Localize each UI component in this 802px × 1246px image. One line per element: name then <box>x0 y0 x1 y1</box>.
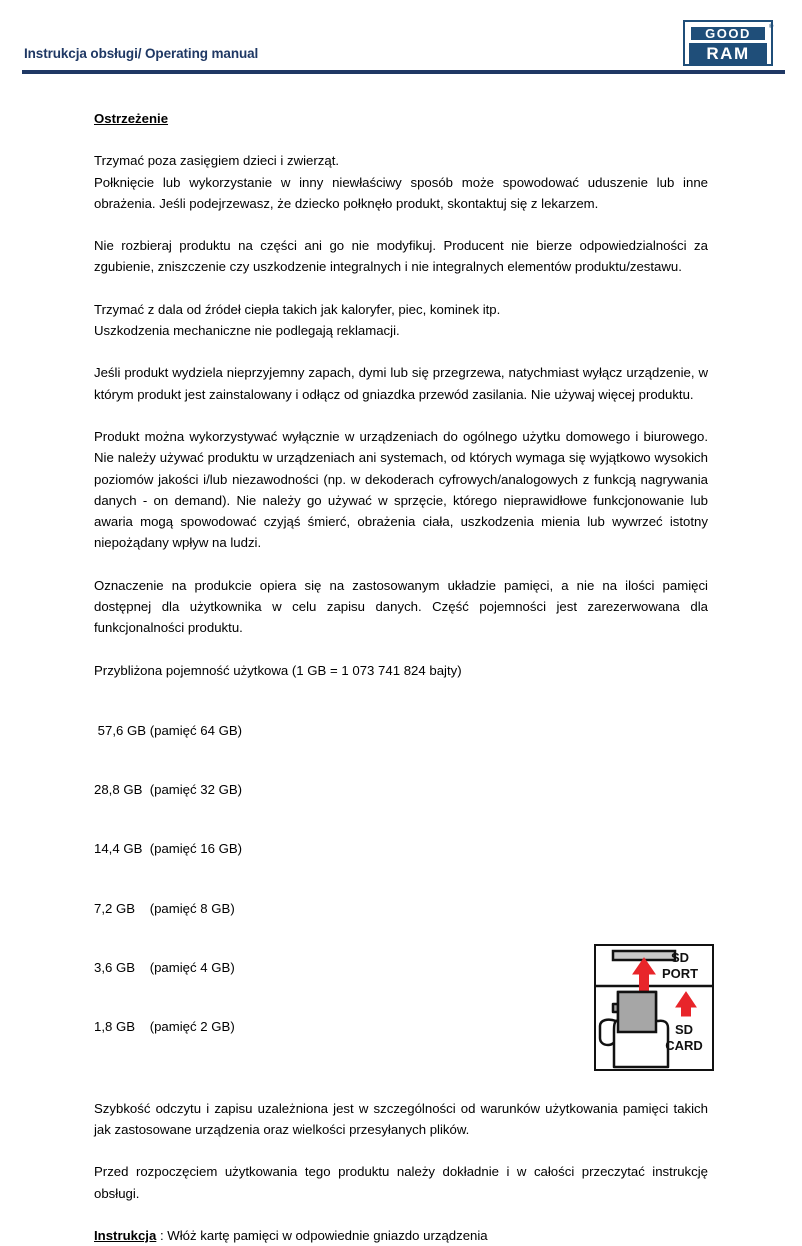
goodram-logo <box>683 20 773 66</box>
sd-card-insertion-illustration <box>594 944 714 1071</box>
paragraph-capacity-notice: Oznaczenie na produkcie opiera się na zastosowanym układzie pamięci, a nie na ilości pamięci dostępnej dla użytkownika w celu zapisu danych. Część pojemności jest zarezerwowana dla funkcjonalności produktu. <box>94 577 708 636</box>
logo-text-good: GOOD <box>689 25 767 42</box>
sd-card-label-line2: CARD <box>665 1038 703 1053</box>
sd-illustration-svg <box>596 946 712 1069</box>
capacity-row: 1,8 GB (pamięć 2 GB) <box>94 1019 235 1035</box>
paragraph-do-not-disassemble: Nie rozbieraj produktu na części ani go nie modyfikuj. Producent nie bierze odpowiedzialności za zgubienie, zniszczenie czy uszkodzenie integralnych i nie integralnych elementów produktu/zestawu. <box>94 238 708 275</box>
document-body <box>94 108 708 1246</box>
capacity-intro: Przybliżona pojemność użytkowa (1 GB = 1 073 741 824 bajty) <box>94 662 462 678</box>
capacity-row: 3,6 GB (pamięć 4 GB) <box>94 960 235 976</box>
page-header <box>0 0 802 80</box>
logo-text-ram: RAM <box>689 43 767 64</box>
spacer <box>94 1077 708 1098</box>
instruction-text: : Włóż kartę pamięci w odpowiednie gniazdo urządzenia <box>156 1228 488 1244</box>
paragraph-swallowing: Połknięcie lub wykorzystanie w inny niewłaściwy sposób może spowodować uduszenie lub inne obrażenia. Jeśli podejrzewasz, że dziecko połknęło produkt, skontaktuj się z lekarzem. <box>94 174 708 211</box>
paragraph-mechanical-damage: Uszkodzenia mechaniczne nie podlegają reklamacji. <box>94 323 400 339</box>
capacity-row: 57,6 GB (pamięć 64 GB) <box>94 722 243 738</box>
sd-port-label-line2: PORT <box>661 966 699 981</box>
spacer <box>94 129 708 150</box>
header-divider <box>22 70 785 74</box>
capacity-row: 14,4 GB (pamięć 16 GB) <box>94 841 243 857</box>
spacer <box>94 341 708 362</box>
paragraph-intended-use: Produkt można wykorzystywać wyłącznie w urządzeniach do ogólnego użytku domowego i biurowego. Nie należy używać produktu w urządzeniach ani systemach, od których wymaga się wyjątkowo wysokich poziomów jakości i/lub niezawodności (np. w dekoderach cyfrowych/analogowych z funkcją nagrywania danych - on demand). Nie należy go używać w sprzęcie, którego nieprawidłowe funkcjonowanie lub awaria mogą spowodować czyjąś śmierć, obrażenia ciała, uszkodzenia mienia lub wywrzeć istotny niepożądany wpływ na ludzi. <box>94 428 708 551</box>
paragraph-odor-smoke: Jeśli produkt wydziela nieprzyjemny zapach, dymi lub się przegrzewa, natychmiast wyłącz urządzenie, w którym produkt jest zainstalowany i odłącz od gniazdka przewód zasilania. Nie używaj więcej produktu. <box>94 365 708 402</box>
spacer <box>94 214 708 235</box>
sd-card-arrow-icon <box>676 992 696 1016</box>
registered-trademark-icon: ® <box>769 24 774 30</box>
memory-card-front-icon <box>618 992 656 1032</box>
spacer <box>94 278 708 299</box>
spacer <box>94 639 708 660</box>
sd-card-label-line1: SD <box>674 1022 694 1037</box>
paragraph-read-manual: Przed rozpoczęciem użytkowania tego produktu należy dokładnie i w całości przeczytać instrukcję obsługi. <box>94 1164 708 1201</box>
instruction-line <box>94 1225 708 1246</box>
instruction-label: Instrukcja <box>94 1228 157 1244</box>
capacity-row: 28,8 GB (pamięć 32 GB) <box>94 781 243 797</box>
spacer <box>94 1204 708 1225</box>
paragraph-read-write-speed: Szybkość odczytu i zapisu uzależniona jest w szczególności od warunków użytkowania pamięci takich jak zastosowane urządzenia oraz wielkości przesyłanych plików. <box>94 1100 708 1138</box>
warning-heading: Ostrzeżenie <box>94 111 169 126</box>
spacer <box>94 405 708 426</box>
capacity-row: 7,2 GB (pamięć 8 GB) <box>94 900 235 916</box>
spacer <box>94 1140 708 1161</box>
sd-port-label-line1: SD <box>670 950 690 965</box>
header-title: Instrukcja obsługi/ Operating manual <box>24 46 259 61</box>
spacer <box>94 554 708 575</box>
paragraph-heat-sources: Trzymać z dala od źródeł ciepła takich jak kaloryfer, piec, kominek itp. <box>94 301 501 317</box>
paragraph-keep-away: Trzymać poza zasięgiem dzieci i zwierząt. <box>94 153 340 169</box>
